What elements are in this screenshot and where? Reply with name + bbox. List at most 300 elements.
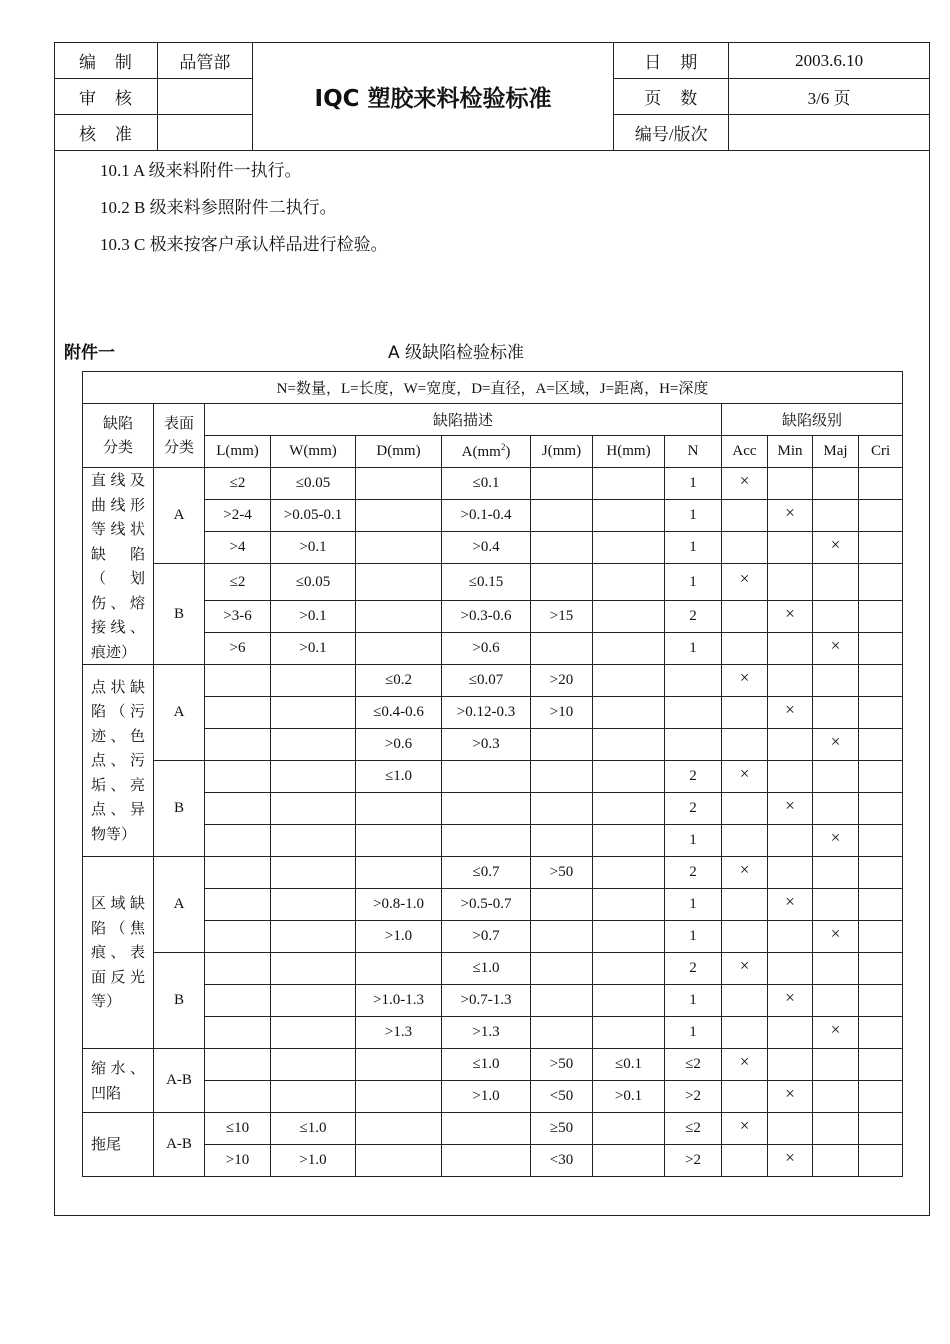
cell-j: >50 <box>531 857 593 889</box>
level-cell-acc <box>722 468 768 500</box>
cross-mark-icon: × <box>739 859 750 879</box>
defect-rows <box>83 468 903 1177</box>
table-row <box>83 985 903 1017</box>
cell-d: >1.3 <box>356 1017 442 1049</box>
table-row <box>83 1113 903 1145</box>
defect-category: 直线及曲线形等线状缺陷（划伤、熔接线、痕迹） <box>83 468 154 665</box>
cell-h <box>593 633 665 665</box>
cell-d: >0.8-1.0 <box>356 889 442 921</box>
review-label: 审 核 <box>55 79 158 115</box>
cell-h <box>593 665 665 697</box>
cell-h <box>593 793 665 825</box>
defect-standard-table <box>82 371 903 1177</box>
level-cell-acc <box>722 729 768 761</box>
cell-j: <30 <box>531 1145 593 1177</box>
cell-j <box>531 468 593 500</box>
cell-n: 1 <box>665 985 722 1017</box>
cross-mark-icon: × <box>785 1083 795 1103</box>
cell-d <box>356 633 442 665</box>
cross-mark-icon: × <box>785 603 795 623</box>
level-cell-maj <box>813 761 859 793</box>
cell-l <box>205 697 271 729</box>
cell-w <box>271 761 356 793</box>
description-header: 缺陷描述 <box>205 404 722 436</box>
level-cell-cri <box>859 953 903 985</box>
cell-l: >6 <box>205 633 271 665</box>
level-cell-min <box>768 889 813 921</box>
level-cell-acc <box>722 665 768 697</box>
cell-w <box>271 665 356 697</box>
level-cell-acc <box>722 857 768 889</box>
cross-mark-icon: × <box>830 827 841 847</box>
cell-w: >0.1 <box>271 601 356 633</box>
cell-h <box>593 697 665 729</box>
level-cell-acc <box>722 532 768 564</box>
cross-mark-icon: × <box>785 987 795 1007</box>
cell-a: >1.0 <box>442 1081 531 1113</box>
level-cell-min <box>768 532 813 564</box>
cross-mark-icon: × <box>830 534 841 554</box>
level-cell-cri <box>859 985 903 1017</box>
cell-n <box>665 729 722 761</box>
col-header-n: N <box>665 436 722 468</box>
cell-d: >1.0 <box>356 921 442 953</box>
cross-mark-icon: × <box>785 699 795 719</box>
cell-j <box>531 985 593 1017</box>
cross-mark-icon: × <box>830 923 841 943</box>
cell-l <box>205 985 271 1017</box>
level-cell-min <box>768 985 813 1017</box>
cell-w: ≤0.05 <box>271 468 356 500</box>
level-cell-cri <box>859 1017 903 1049</box>
level-cell-min <box>768 953 813 985</box>
cell-l: >3-6 <box>205 601 271 633</box>
cell-d <box>356 1081 442 1113</box>
cell-h <box>593 532 665 564</box>
cross-mark-icon: × <box>739 1115 750 1135</box>
cross-mark-icon: × <box>739 470 750 490</box>
cell-a: ≤0.1 <box>442 468 531 500</box>
level-cell-cri <box>859 857 903 889</box>
cell-a <box>442 1113 531 1145</box>
col-header-h: H(mm) <box>593 436 665 468</box>
cell-n: 2 <box>665 953 722 985</box>
cell-n: 1 <box>665 633 722 665</box>
cell-n: 2 <box>665 793 722 825</box>
cell-l <box>205 1049 271 1081</box>
cell-d <box>356 953 442 985</box>
cell-h <box>593 761 665 793</box>
document-title: IQC 塑胶来料检验标准 <box>252 43 614 151</box>
review-value <box>157 79 252 115</box>
cell-a: ≤1.0 <box>442 953 531 985</box>
table-row <box>83 857 903 889</box>
clause-10-2: 10.2 B 级来料参照附件二执行。 <box>100 198 337 217</box>
level-cell-min <box>768 1145 813 1177</box>
cell-w: >0.1 <box>271 633 356 665</box>
cell-n <box>665 665 722 697</box>
cell-j: >20 <box>531 665 593 697</box>
level-cell-min <box>768 793 813 825</box>
level-cell-min <box>768 633 813 665</box>
table-row <box>83 601 903 633</box>
level-cell-maj <box>813 697 859 729</box>
table-row <box>83 532 903 564</box>
surface-class: B <box>154 761 205 857</box>
level-cell-maj <box>813 564 859 601</box>
level-cell-maj <box>813 601 859 633</box>
col-header-a-close: ) <box>505 444 511 460</box>
cell-j <box>531 889 593 921</box>
level-cell-cri <box>859 729 903 761</box>
cell-j <box>531 564 593 601</box>
clause-10-3: 10.3 C 极来按客户承认样品进行检验。 <box>100 235 388 254</box>
cell-j: >15 <box>531 601 593 633</box>
cell-a: >0.7-1.3 <box>442 985 531 1017</box>
cell-l: ≤2 <box>205 468 271 500</box>
pages-value: 3/6 页 <box>729 79 930 115</box>
cell-n: 1 <box>665 921 722 953</box>
cell-a: >0.6 <box>442 633 531 665</box>
level-cell-maj <box>813 1081 859 1113</box>
level-cell-maj <box>813 1049 859 1081</box>
cell-a: >1.3 <box>442 1017 531 1049</box>
cell-a: ≤0.7 <box>442 857 531 889</box>
document-header <box>54 42 930 151</box>
cell-j: >10 <box>531 697 593 729</box>
level-cell-min <box>768 500 813 532</box>
cell-w <box>271 825 356 857</box>
surface-class: A <box>154 468 205 564</box>
cell-h <box>593 1145 665 1177</box>
level-cell-cri <box>859 761 903 793</box>
cell-n: 1 <box>665 825 722 857</box>
defect-category: 拖尾 <box>83 1113 154 1177</box>
level-cell-acc <box>722 889 768 921</box>
surface-class: A-B <box>154 1113 205 1177</box>
cell-d <box>356 825 442 857</box>
cell-h <box>593 1017 665 1049</box>
cell-l <box>205 857 271 889</box>
cell-l <box>205 761 271 793</box>
cell-d: >0.6 <box>356 729 442 761</box>
cell-l <box>205 889 271 921</box>
table-row <box>83 761 903 793</box>
approve-value <box>157 115 252 151</box>
cell-a: ≤1.0 <box>442 1049 531 1081</box>
table-row <box>83 1017 903 1049</box>
table-row <box>83 1081 903 1113</box>
cell-h: ≤0.1 <box>593 1049 665 1081</box>
code-label: 编号/版次 <box>614 115 729 151</box>
cell-j <box>531 761 593 793</box>
level-cell-acc <box>722 697 768 729</box>
compile-label: 编 制 <box>55 43 158 79</box>
table-row <box>83 793 903 825</box>
col-header-l: L(mm) <box>205 436 271 468</box>
cell-l: >4 <box>205 532 271 564</box>
cell-d <box>356 1049 442 1081</box>
cell-j <box>531 500 593 532</box>
cell-w <box>271 889 356 921</box>
level-cell-min <box>768 1049 813 1081</box>
level-cell-acc <box>722 564 768 601</box>
cell-a: >0.3 <box>442 729 531 761</box>
level-cell-acc <box>722 601 768 633</box>
approve-label: 核 准 <box>55 115 158 151</box>
level-cell-maj <box>813 793 859 825</box>
cell-w: >0.05-0.1 <box>271 500 356 532</box>
col-header-acc: Acc <box>722 436 768 468</box>
level-cell-maj <box>813 665 859 697</box>
cell-h <box>593 500 665 532</box>
cell-a: >0.1-0.4 <box>442 500 531 532</box>
col-header-cri: Cri <box>859 436 903 468</box>
cell-d <box>356 1113 442 1145</box>
cross-mark-icon: × <box>739 569 750 588</box>
cell-l: ≤2 <box>205 564 271 601</box>
cell-n: 2 <box>665 857 722 889</box>
cell-n <box>665 697 722 729</box>
table-row <box>83 468 903 500</box>
level-cell-min <box>768 825 813 857</box>
cell-l <box>205 729 271 761</box>
cell-j: >50 <box>531 1049 593 1081</box>
cell-d <box>356 857 442 889</box>
cell-d <box>356 1145 442 1177</box>
table-row <box>83 697 903 729</box>
level-cell-cri <box>859 500 903 532</box>
cell-w <box>271 1081 356 1113</box>
level-cell-cri <box>859 468 903 500</box>
table-row <box>83 729 903 761</box>
cell-n: ≤2 <box>665 1049 722 1081</box>
level-cell-acc <box>722 953 768 985</box>
cell-w <box>271 1049 356 1081</box>
date-value: 2003.6.10 <box>729 43 930 79</box>
level-cell-maj <box>813 1113 859 1145</box>
table-row <box>83 665 903 697</box>
table-row <box>83 633 903 665</box>
level-cell-min <box>768 1113 813 1145</box>
surface-class: A <box>154 665 205 761</box>
level-cell-min <box>768 1081 813 1113</box>
level-cell-maj <box>813 985 859 1017</box>
level-cell-maj <box>813 532 859 564</box>
level-header: 缺陷级别 <box>722 404 903 436</box>
cell-j <box>531 729 593 761</box>
cell-w <box>271 1017 356 1049</box>
cell-a: >0.5-0.7 <box>442 889 531 921</box>
cell-d <box>356 468 442 500</box>
table-row <box>83 953 903 985</box>
level-cell-maj <box>813 1017 859 1049</box>
level-cell-maj <box>813 633 859 665</box>
level-cell-acc <box>722 500 768 532</box>
level-cell-cri <box>859 1113 903 1145</box>
table-row <box>83 1145 903 1177</box>
level-cell-cri <box>859 532 903 564</box>
cell-l <box>205 1017 271 1049</box>
cell-n: 1 <box>665 468 722 500</box>
cell-d: ≤0.2 <box>356 665 442 697</box>
cross-mark-icon: × <box>739 1051 750 1071</box>
surface-class: B <box>154 953 205 1049</box>
level-cell-cri <box>859 1145 903 1177</box>
cross-mark-icon: × <box>785 795 795 815</box>
defect-class-header: 缺陷分类 <box>83 404 154 468</box>
level-cell-maj <box>813 921 859 953</box>
surface-class: B <box>154 564 205 665</box>
cell-l: ≤10 <box>205 1113 271 1145</box>
cell-l <box>205 793 271 825</box>
cell-d: ≤0.4-0.6 <box>356 697 442 729</box>
level-cell-acc <box>722 1049 768 1081</box>
cell-h <box>593 825 665 857</box>
level-cell-min <box>768 1017 813 1049</box>
cell-h <box>593 985 665 1017</box>
level-cell-cri <box>859 793 903 825</box>
level-cell-cri <box>859 1049 903 1081</box>
cell-w: >1.0 <box>271 1145 356 1177</box>
surface-class: A <box>154 857 205 953</box>
cell-a: >0.4 <box>442 532 531 564</box>
cell-w <box>271 985 356 1017</box>
cell-h <box>593 564 665 601</box>
cell-n: 1 <box>665 500 722 532</box>
level-cell-acc <box>722 1113 768 1145</box>
cell-w: >0.1 <box>271 532 356 564</box>
surface-class: A-B <box>154 1049 205 1113</box>
attachment-title: A 级缺陷检验标准 <box>388 343 525 363</box>
level-cell-cri <box>859 633 903 665</box>
clause-10-1: 10.1 A 级来料附件一执行。 <box>100 161 302 180</box>
col-header-a-superscript: 2 <box>500 442 506 452</box>
cell-l <box>205 953 271 985</box>
cross-mark-icon: × <box>739 667 750 687</box>
level-cell-cri <box>859 921 903 953</box>
level-cell-min <box>768 729 813 761</box>
cell-h <box>593 857 665 889</box>
cell-l <box>205 1081 271 1113</box>
cell-a <box>442 825 531 857</box>
col-header-a <box>442 436 531 468</box>
cell-j <box>531 793 593 825</box>
cross-mark-icon: × <box>830 731 841 751</box>
cell-n: 1 <box>665 1017 722 1049</box>
level-cell-cri <box>859 601 903 633</box>
cell-l <box>205 825 271 857</box>
table-row <box>83 889 903 921</box>
col-header-a-text: A(mm <box>461 444 501 460</box>
level-cell-min <box>768 697 813 729</box>
cell-n: >2 <box>665 1081 722 1113</box>
cell-n: 2 <box>665 601 722 633</box>
legend-caption: N=数量，L=长度，W=宽度，D=直径，A=区域，J=距离，H=深度 <box>83 372 903 404</box>
cell-h <box>593 729 665 761</box>
cross-mark-icon: × <box>785 891 795 911</box>
cell-d: ≤1.0 <box>356 761 442 793</box>
level-cell-min <box>768 665 813 697</box>
cell-w: ≤1.0 <box>271 1113 356 1145</box>
cell-j <box>531 921 593 953</box>
cell-j <box>531 532 593 564</box>
table-row <box>83 564 903 601</box>
cross-mark-icon: × <box>830 635 841 655</box>
level-cell-acc <box>722 825 768 857</box>
defect-category: 点状缺陷（污迹、色点、污垢、亮点、异物等） <box>83 665 154 857</box>
cell-j <box>531 953 593 985</box>
cell-n: 1 <box>665 532 722 564</box>
cell-n: 1 <box>665 564 722 601</box>
level-cell-cri <box>859 564 903 601</box>
cell-n: 2 <box>665 761 722 793</box>
cell-l <box>205 665 271 697</box>
cell-j: ≥50 <box>531 1113 593 1145</box>
level-cell-maj <box>813 825 859 857</box>
cell-d <box>356 532 442 564</box>
cell-l <box>205 921 271 953</box>
cell-d <box>356 564 442 601</box>
col-header-d: D(mm) <box>356 436 442 468</box>
cross-mark-icon: × <box>739 763 750 783</box>
level-cell-maj <box>813 889 859 921</box>
cell-a: ≤0.07 <box>442 665 531 697</box>
level-cell-acc <box>722 1081 768 1113</box>
cell-a <box>442 761 531 793</box>
cell-w <box>271 697 356 729</box>
level-cell-acc <box>722 1017 768 1049</box>
cell-h <box>593 953 665 985</box>
cell-h <box>593 921 665 953</box>
level-cell-cri <box>859 825 903 857</box>
code-value <box>729 115 930 151</box>
table-row <box>83 825 903 857</box>
cell-w: ≤0.05 <box>271 564 356 601</box>
cell-h <box>593 468 665 500</box>
level-cell-maj <box>813 500 859 532</box>
cross-mark-icon: × <box>830 1019 841 1039</box>
level-cell-min <box>768 564 813 601</box>
level-cell-cri <box>859 697 903 729</box>
level-cell-min <box>768 601 813 633</box>
cell-d: >1.0-1.3 <box>356 985 442 1017</box>
level-cell-cri <box>859 665 903 697</box>
level-cell-maj <box>813 1145 859 1177</box>
level-cell-maj <box>813 729 859 761</box>
cell-h <box>593 1113 665 1145</box>
cell-w <box>271 857 356 889</box>
cell-a <box>442 793 531 825</box>
cell-w <box>271 729 356 761</box>
level-cell-acc <box>722 1145 768 1177</box>
cell-a: >0.3-0.6 <box>442 601 531 633</box>
col-header-w: W(mm) <box>271 436 356 468</box>
cell-h <box>593 889 665 921</box>
cell-n: >2 <box>665 1145 722 1177</box>
compile-value: 品管部 <box>157 43 252 79</box>
col-header-j: J(mm) <box>531 436 593 468</box>
col-header-min: Min <box>768 436 813 468</box>
level-cell-maj <box>813 468 859 500</box>
level-cell-maj <box>813 953 859 985</box>
cell-d <box>356 793 442 825</box>
cell-h: >0.1 <box>593 1081 665 1113</box>
level-cell-cri <box>859 1081 903 1113</box>
cross-mark-icon: × <box>785 502 795 522</box>
level-cell-min <box>768 761 813 793</box>
cell-w <box>271 921 356 953</box>
